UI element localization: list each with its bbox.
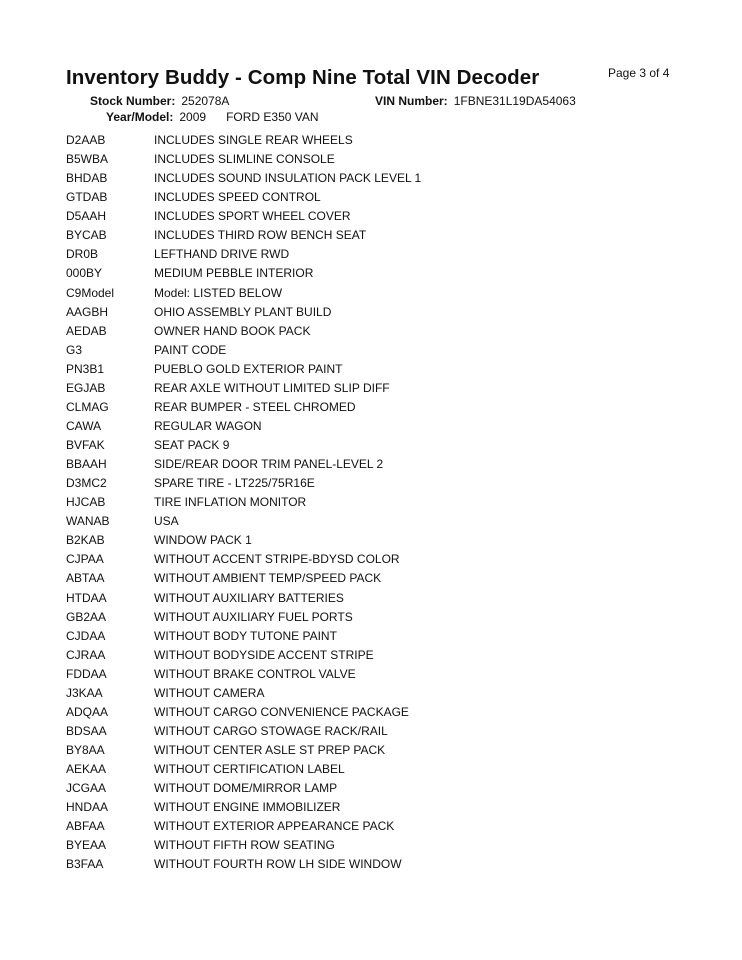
option-description: INCLUDES SOUND INSULATION PACK LEVEL 1 (154, 171, 422, 186)
option-code: GTDAB (66, 190, 108, 205)
option-code: C9Model (66, 285, 115, 300)
option-code: FDDAA (66, 666, 107, 681)
option-code: AAGBH (66, 304, 109, 319)
list-item (66, 169, 686, 188)
list-item (66, 665, 686, 684)
option-code: B5WBA (66, 152, 109, 167)
option-code: EGJAB (66, 380, 106, 395)
list-item (66, 341, 686, 360)
option-code: ABTAA (66, 571, 105, 586)
option-code: 000BY (66, 266, 103, 281)
option-description: WITHOUT ACCENT STRIPE-BDYSD COLOR (154, 552, 400, 567)
list-item (66, 779, 686, 798)
option-description: WITHOUT DOME/MIRROR LAMP (154, 781, 338, 796)
option-description: INCLUDES SPORT WHEEL COVER (154, 209, 351, 224)
option-description: USA (154, 514, 179, 529)
list-item (66, 303, 686, 322)
list-item (66, 379, 686, 398)
option-description: WITHOUT FOURTH ROW LH SIDE WINDOW (154, 857, 402, 872)
option-code: B3FAA (66, 857, 104, 872)
option-description: WITHOUT CENTER ASLE ST PREP PACK (154, 743, 386, 757)
list-item (66, 264, 686, 283)
option-description: WITHOUT AUXILIARY BATTERIES (154, 590, 344, 605)
option-code-list (66, 131, 686, 874)
list-item (66, 131, 686, 150)
option-description: PAINT CODE (154, 342, 227, 357)
option-description: REAR BUMPER - STEEL CHROMED (154, 399, 356, 414)
option-code: CJPAA (66, 552, 104, 567)
option-code: BVFAK (66, 438, 105, 452)
option-code: BHDAB (66, 171, 108, 186)
option-code: B2KAB (66, 533, 105, 548)
option-description: PUEBLO GOLD EXTERIOR PAINT (154, 361, 343, 376)
list-item (66, 627, 686, 646)
option-code: CJRAA (66, 647, 106, 662)
option-description: SIDE/REAR DOOR TRIM PANEL-LEVEL 2 (154, 457, 384, 472)
option-description: REGULAR WAGON (154, 418, 262, 433)
option-description: REAR AXLE WITHOUT LIMITED SLIP DIFF (154, 380, 390, 395)
option-code: BYEAA (66, 838, 107, 853)
option-code: G3 (66, 342, 83, 357)
option-code: DR0B (66, 247, 99, 262)
list-item (66, 512, 686, 531)
option-code: BBAAH (66, 457, 107, 472)
option-code: AEDAB (66, 323, 107, 338)
option-description: WITHOUT BRAKE CONTROL VALVE (154, 666, 356, 681)
stock-number-line (90, 94, 229, 108)
list-item (66, 722, 686, 741)
list-item (66, 817, 686, 836)
option-code: D5AAH (66, 209, 107, 224)
option-code: JCGAA (66, 781, 107, 796)
list-item (66, 836, 686, 855)
option-description: SPARE TIRE - LT225/75R16E (154, 476, 315, 491)
option-code: D2AAB (66, 133, 106, 147)
option-description: WITHOUT AUXILIARY FUEL PORTS (154, 609, 353, 624)
year-model-line (106, 110, 319, 124)
option-description: TIRE INFLATION MONITOR (154, 495, 307, 510)
list-item (66, 474, 686, 493)
stock-number-label: Stock Number: (90, 94, 176, 108)
option-code: CLMAG (66, 399, 109, 414)
option-description: SEAT PACK 9 (154, 438, 230, 452)
option-description: INCLUDES SPEED CONTROL (154, 190, 321, 205)
option-description: OHIO ASSEMBLY PLANT BUILD (154, 304, 332, 319)
option-code: ABFAA (66, 819, 105, 834)
list-item (66, 207, 686, 226)
option-code: BY8AA (66, 743, 105, 757)
option-description: MEDIUM PEBBLE INTERIOR (154, 266, 314, 281)
option-code: WANAB (66, 514, 110, 529)
list-item (66, 684, 686, 703)
list-item (66, 550, 686, 569)
list-item (66, 569, 686, 588)
option-description: WITHOUT CARGO STOWAGE RACK/RAIL (154, 723, 388, 738)
list-item (66, 226, 686, 245)
option-description: LEFTHAND DRIVE RWD (154, 247, 290, 262)
option-description: INCLUDES SINGLE REAR WHEELS (154, 133, 353, 147)
list-item (66, 855, 686, 874)
list-item (66, 798, 686, 817)
list-item (66, 245, 686, 264)
list-item (66, 531, 686, 550)
option-description: WITHOUT EXTERIOR APPEARANCE PACK (154, 819, 395, 834)
option-code: CJDAA (66, 628, 106, 643)
list-item (66, 150, 686, 169)
list-item (66, 188, 686, 207)
option-code: HTDAA (66, 590, 107, 605)
option-description: WITHOUT BODYSIDE ACCENT STRIPE (154, 647, 374, 662)
option-description: INCLUDES THIRD ROW BENCH SEAT (154, 228, 367, 243)
option-description: WITHOUT CAMERA (154, 685, 265, 700)
option-code: J3KAA (66, 685, 103, 700)
option-description: INCLUDES SLIMLINE CONSOLE (154, 152, 335, 167)
list-item (66, 398, 686, 417)
list-item (66, 455, 686, 474)
list-item (66, 284, 686, 303)
option-description: WITHOUT CARGO CONVENIENCE PACKAGE (154, 704, 409, 719)
page-number: Page 3 of 4 (608, 66, 670, 80)
option-description: WITHOUT BODY TUTONE PAINT (154, 628, 337, 643)
model-value: FORD E350 VAN (226, 110, 319, 124)
list-item (66, 589, 686, 608)
option-code: AEKAA (66, 762, 107, 777)
option-description: WITHOUT AMBIENT TEMP/SPEED PACK (154, 571, 382, 586)
vin-number-line (375, 94, 576, 108)
list-item (66, 322, 686, 341)
list-item (66, 760, 686, 779)
option-description: OWNER HAND BOOK PACK (154, 323, 311, 338)
option-description: WINDOW PACK 1 (154, 533, 252, 548)
option-code: GB2AA (66, 609, 107, 624)
document-title: Inventory Buddy - Comp Nine Total VIN Decoder (66, 66, 540, 89)
list-item (66, 417, 686, 436)
vin-number-label: VIN Number: (375, 94, 448, 108)
list-item (66, 360, 686, 379)
option-description: Model: LISTED BELOW (154, 285, 283, 300)
list-item (66, 741, 686, 760)
option-description: WITHOUT ENGINE IMMOBILIZER (154, 800, 341, 815)
option-code: HJCAB (66, 495, 106, 510)
option-code: PN3B1 (66, 361, 105, 376)
option-description: WITHOUT CERTIFICATION LABEL (154, 762, 345, 777)
list-item (66, 646, 686, 665)
list-item (66, 493, 686, 512)
vin-number-value: 1FBNE31L19DA54063 (453, 94, 576, 108)
option-code: BYCAB (66, 228, 107, 243)
list-item (66, 703, 686, 722)
list-item (66, 436, 686, 455)
list-item (66, 608, 686, 627)
option-code: HNDAA (66, 800, 109, 815)
year-model-label: Year/Model: (106, 110, 174, 124)
option-code: CAWA (66, 418, 102, 433)
option-description: WITHOUT FIFTH ROW SEATING (154, 838, 335, 853)
stock-number-value: 252078A (181, 94, 230, 108)
option-code: D3MC2 (66, 476, 107, 491)
year-value: 2009 (179, 110, 207, 124)
option-code: ADQAA (66, 704, 109, 719)
option-code: BDSAA (66, 723, 107, 738)
